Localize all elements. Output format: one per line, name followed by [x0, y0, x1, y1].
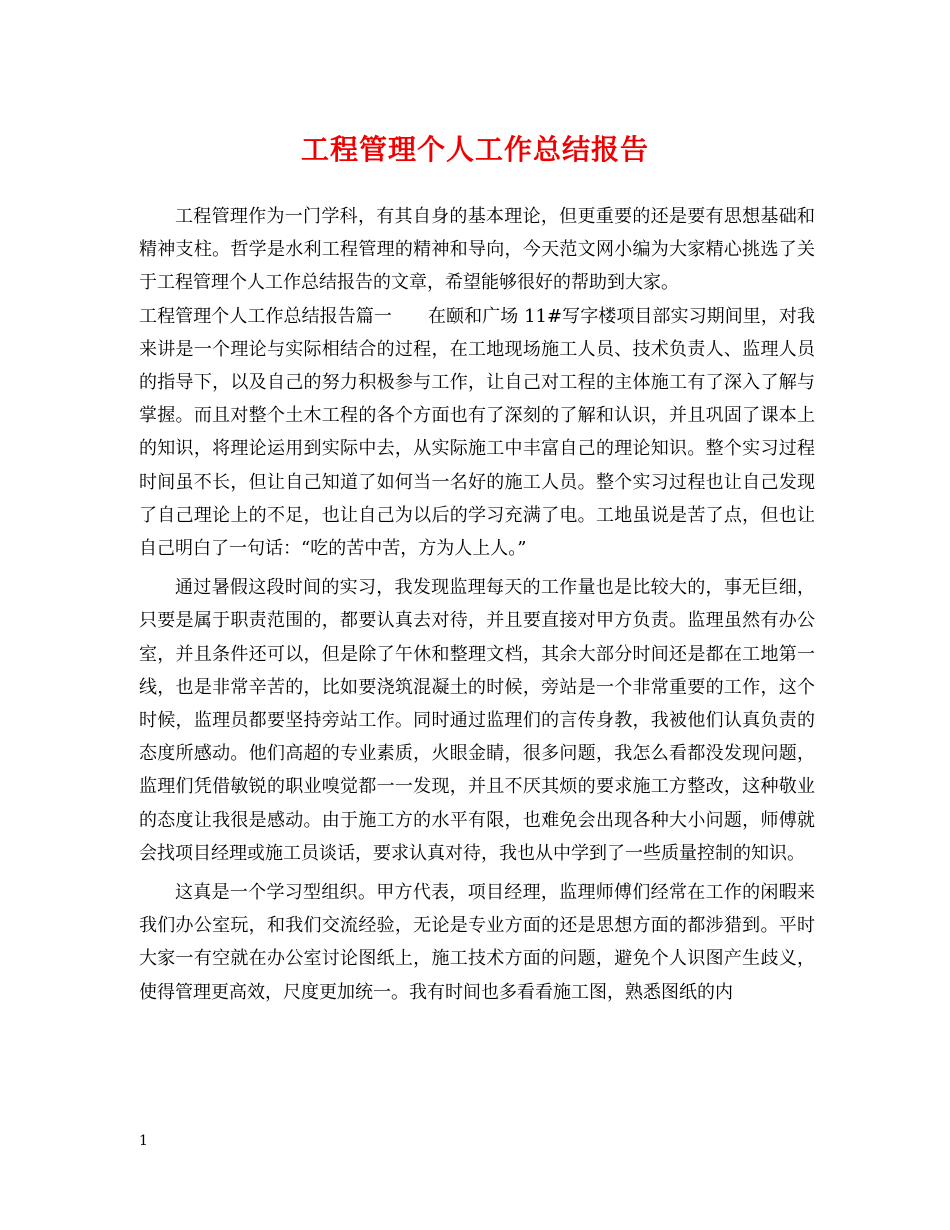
intro-paragraph: 工程管理作为一门学科，有其自身的基本理论，但更重要的还是要有思想基础和精神支柱。哲学是水利工程管理的精神和导向，今天范文网小编为大家精心挑选了关于工程管理个人工作总结报告的文章，希望能够很好的帮助到大家。: [139, 206, 815, 294]
document-title: 工程管理个人工作总结报告: [300, 133, 649, 166]
page-number: 1: [139, 1133, 148, 1149]
paragraph-3: 这真是一个学习型组织。甲方代表，项目经理，监理师傅们经常在工作的闲暇来我们办公室玩，和我们交流经验，无论是专业方面的还是思想方面的都涉猎到。平时大家一有空就在办公室讨论图纸上，施工技术方面的问题，避免个人识图产生歧义，使得管理更高效，尺度更加统一。我有时间也多看看施工图，熟悉图纸的内: [139, 882, 815, 1003]
section-heading: 工程管理个人工作总结报告篇一: [139, 305, 392, 327]
first-section-paragraph: [139, 300, 815, 566]
document-body: [139, 200, 815, 1009]
paragraph-2: 通过暑假这段时间的实习，我发现监理每天的工作量也是比较大的，事无巨细，只要是属于职责范围的，都要认真去对待，并且要直接对甲方负责。监理虽然有办公室，并且条件还可以，但是除了午休和整理文档，其余大部分时间还是都在工地第一线，也是非常辛苦的，比如要浇筑混凝土的时候，旁站是一个非常重要的工作，这个时候，监理员都要坚持旁站工作。同时通过监理们的言传身教，我被他们认真负责的态度所感动。他们高超的专业素质，火眼金睛，很多问题，我怎么看都没发现问题，监理们凭借敏锐的职业嗅觉都一一发现，并且不厌其烦的要求施工方整改，这种敬业的态度让我很是感动。由于施工方的水平有限，也难免会出现各种大小问题，师傅就会找项目经理或施工员谈话，要求认真对待，我也从中学到了一些质量控制的知识。: [139, 577, 815, 864]
paragraph-1-text: 在颐和广场 11#写字楼项目部实习期间里，对我来讲是一个理论与实际相结合的过程，在工地现场施工人员、技术负责人、监理人员的指导下，以及自己的努力积极参与工作，让自己对工程的主体施工有了深入了解与掌握。而且对整个土木工程的各个方面也有了深刻的了解和认识，并且巩固了课本上的知识，将理论运用到实际中去，从实际施工中丰富自己的理论知识。整个实习过程时间虽不长，但让自己知道了如何当一名好的施工人员。整个实习过程也让自己发现了自己理论上的不足，也让自己为以后的学习充满了电。工地虽说是苦了点，但也让自己明白了一句话：“吃的苦中苦，方为人上人。”: [139, 305, 816, 560]
